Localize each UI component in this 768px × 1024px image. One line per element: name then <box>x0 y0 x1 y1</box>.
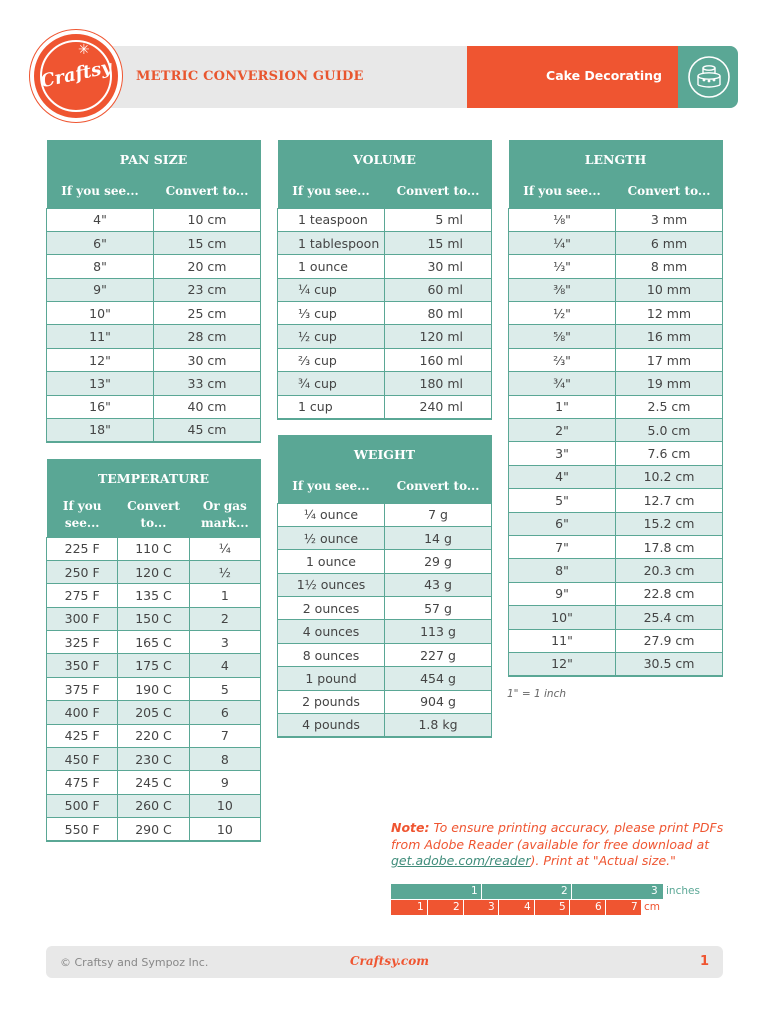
table-row <box>278 503 492 526</box>
table-cell: 12" <box>509 652 616 675</box>
table-cell: 45 cm <box>154 419 261 442</box>
ruler-tick-label: 3 <box>488 901 495 913</box>
table-cell: 20.3 cm <box>616 559 723 582</box>
table-cell: 12 mm <box>616 302 723 325</box>
table-cell: 7.6 cm <box>616 442 723 465</box>
page-title: METRIC CONVERSION GUIDE <box>136 69 364 84</box>
table-row <box>47 302 261 325</box>
table-cell: 10 mm <box>616 278 723 301</box>
table-cell: 6" <box>47 231 154 254</box>
table-cell: 4 <box>189 654 260 677</box>
ruler-tick <box>481 884 482 899</box>
table-cell: 160 ml <box>385 348 492 371</box>
column-header: If you see... <box>278 469 385 503</box>
table-cell: 20 cm <box>154 255 261 278</box>
print-note <box>391 820 731 870</box>
table-cell: 4" <box>47 208 154 231</box>
table-cell: 3 <box>189 631 260 654</box>
table-cell: 260 C <box>118 794 189 817</box>
ruler-tick <box>569 900 570 915</box>
table-cell: 227 g <box>385 643 492 666</box>
ruler-tick-label: 7 <box>631 901 638 913</box>
table-row <box>509 255 723 278</box>
table-cell: 1" <box>509 395 616 418</box>
table-row <box>509 325 723 348</box>
table-cell: 165 C <box>118 631 189 654</box>
table-row <box>509 629 723 652</box>
ruler-tick <box>427 900 428 915</box>
column-header: Convert to... <box>616 174 723 208</box>
table-row <box>509 419 723 442</box>
table-row <box>509 231 723 254</box>
table-cell: 375 F <box>47 677 118 700</box>
table-title: WEIGHT <box>278 435 492 469</box>
table-cell: 11" <box>509 629 616 652</box>
table-cell: ⅛" <box>509 208 616 231</box>
note-text: To ensure printing accuracy, please print PDFs from Adobe Reader (available for free download at <box>391 820 724 852</box>
table-cell: 80 ml <box>385 302 492 325</box>
table-row <box>278 573 492 596</box>
table-cell: 110 C <box>118 537 189 560</box>
table-row <box>47 325 261 348</box>
table-row <box>509 535 723 558</box>
table-row <box>47 231 261 254</box>
table-cell: 43 g <box>385 573 492 596</box>
column-header: Convert to... <box>118 493 189 537</box>
table-cell: 28 cm <box>154 325 261 348</box>
table-cell: 40 cm <box>154 395 261 418</box>
table-title: TEMPERATURE <box>47 459 261 493</box>
table-cell: 220 C <box>118 724 189 747</box>
table-row <box>278 255 492 278</box>
table-cell: 11" <box>47 325 154 348</box>
table-row <box>509 606 723 629</box>
table-cell: 180 ml <box>385 372 492 395</box>
table-cell: 150 C <box>118 607 189 630</box>
ruler-tick-label: 2 <box>453 901 460 913</box>
table-cell: ¼" <box>509 231 616 254</box>
table-row <box>278 597 492 620</box>
ruler-tick <box>498 900 499 915</box>
ruler-tick <box>605 900 606 915</box>
table-row <box>509 395 723 418</box>
table-cell: ½" <box>509 302 616 325</box>
table-cell: 1 <box>189 584 260 607</box>
table-cell: 250 F <box>47 560 118 583</box>
table-cell: 245 C <box>118 771 189 794</box>
table-cell: 225 F <box>47 537 118 560</box>
table-row <box>47 419 261 442</box>
table-row <box>278 348 492 371</box>
table-cell: 1 teaspoon <box>278 208 385 231</box>
table-cell: 300 F <box>47 607 118 630</box>
table-cell: ½ ounce <box>278 526 385 549</box>
category-label: Cake Decorating <box>546 68 662 83</box>
ruler-tick-label: 2 <box>561 885 568 897</box>
table-cell: 57 g <box>385 597 492 620</box>
table-cell: 475 F <box>47 771 118 794</box>
column-header: Convert to... <box>154 174 261 208</box>
table-cell: ¾" <box>509 372 616 395</box>
table-cell: 113 g <box>385 620 492 643</box>
craftsy-logo <box>30 30 122 122</box>
table-row <box>278 278 492 301</box>
table-cell: 19 mm <box>616 372 723 395</box>
ruler-tick <box>463 900 464 915</box>
table-cell: 230 C <box>118 748 189 771</box>
table-cell: 904 g <box>385 690 492 713</box>
table-cell: 14 g <box>385 526 492 549</box>
column-header: If you see... <box>509 174 616 208</box>
table-cell: 325 F <box>47 631 118 654</box>
table-cell: 60 ml <box>385 278 492 301</box>
column-header: Convert to... <box>385 469 492 503</box>
inch-ruler <box>391 884 663 899</box>
table-cell: ⅝" <box>509 325 616 348</box>
ruler-tick-label: 1 <box>417 901 424 913</box>
table-cell: 10 <box>189 794 260 817</box>
table-row <box>509 465 723 488</box>
table-cell: 4" <box>509 465 616 488</box>
table-cell: 190 C <box>118 677 189 700</box>
table-cell: 30.5 cm <box>616 652 723 675</box>
ruler-tick <box>534 900 535 915</box>
table-cell: 10.2 cm <box>616 465 723 488</box>
table-row <box>47 348 261 371</box>
table-cell: 400 F <box>47 701 118 724</box>
table-cell: 9" <box>47 278 154 301</box>
table-cell: 3" <box>509 442 616 465</box>
table-cell: 25 cm <box>154 302 261 325</box>
inch-unit-label: inches <box>666 885 700 897</box>
table-cell: 30 cm <box>154 348 261 371</box>
table-title: LENGTH <box>509 140 723 174</box>
table-row <box>509 559 723 582</box>
table-cell: 205 C <box>118 701 189 724</box>
table-row <box>47 278 261 301</box>
table-row <box>278 667 492 690</box>
table-row <box>47 631 261 654</box>
table-cell: 1 pound <box>278 667 385 690</box>
table-cell: ¼ cup <box>278 278 385 301</box>
table-row <box>47 537 261 560</box>
table-cell: ⅜" <box>509 278 616 301</box>
table-cell: 1.8 kg <box>385 714 492 737</box>
table-cell: 4 ounces <box>278 620 385 643</box>
table-row <box>509 278 723 301</box>
table-row <box>278 526 492 549</box>
table-cell: 425 F <box>47 724 118 747</box>
table-cell: 8 <box>189 748 260 771</box>
table-row <box>278 208 492 231</box>
table-cell: 9 <box>189 771 260 794</box>
table-cell: 7 <box>189 724 260 747</box>
table-cell: 1½ ounces <box>278 573 385 596</box>
table-row <box>47 724 261 747</box>
table-cell: 25.4 cm <box>616 606 723 629</box>
table-cell: 23 cm <box>154 278 261 301</box>
table-cell: 15 ml <box>385 231 492 254</box>
table-row <box>278 395 492 418</box>
table-cell: 2 pounds <box>278 690 385 713</box>
table-row <box>47 395 261 418</box>
cm-unit-label: cm <box>644 901 661 913</box>
table-row <box>47 654 261 677</box>
table-cell: ⅓ cup <box>278 302 385 325</box>
table-row <box>278 550 492 573</box>
length-footnote: 1" = 1 inch <box>507 688 567 700</box>
table-cell: 10 cm <box>154 208 261 231</box>
table-row <box>509 302 723 325</box>
table-cell: 12" <box>47 348 154 371</box>
table-row <box>509 442 723 465</box>
table-cell: 8 mm <box>616 255 723 278</box>
table-row <box>47 560 261 583</box>
copyright: © Craftsy and Sympoz Inc. <box>60 956 209 969</box>
cm-ruler <box>391 900 641 915</box>
column-header: If you see... <box>47 493 118 537</box>
table-cell: 16 mm <box>616 325 723 348</box>
table-row <box>278 372 492 395</box>
table-row <box>47 794 261 817</box>
site-link[interactable]: Craftsy.com <box>350 954 429 968</box>
table-cell: 5" <box>509 489 616 512</box>
temperature-table <box>46 459 261 842</box>
table-row <box>47 255 261 278</box>
table-row <box>509 372 723 395</box>
table-row <box>509 208 723 231</box>
ruler-tick <box>571 884 572 899</box>
ruler-tick-label: 1 <box>471 885 478 897</box>
table-cell: ⅔" <box>509 348 616 371</box>
table-cell: 1 tablespoon <box>278 231 385 254</box>
table-cell: 6 mm <box>616 231 723 254</box>
ruler-tick-label: 5 <box>559 901 566 913</box>
table-row <box>47 208 261 231</box>
table-row <box>278 325 492 348</box>
table-row <box>278 620 492 643</box>
table-cell: 15 cm <box>154 231 261 254</box>
page-number: 1 <box>700 954 710 969</box>
table-row <box>509 582 723 605</box>
table-cell: 33 cm <box>154 372 261 395</box>
table-row <box>509 489 723 512</box>
table-cell: 5.0 cm <box>616 419 723 442</box>
table-row <box>47 677 261 700</box>
table-cell: ¼ ounce <box>278 503 385 526</box>
table-row <box>47 372 261 395</box>
table-cell: 16" <box>47 395 154 418</box>
table-cell: 175 C <box>118 654 189 677</box>
table-title: VOLUME <box>278 140 492 174</box>
table-row <box>47 818 261 841</box>
column-header: If you see... <box>278 174 385 208</box>
table-cell: 1 ounce <box>278 550 385 573</box>
table-cell: 27.9 cm <box>616 629 723 652</box>
logo-text: Craftsy <box>38 56 114 93</box>
table-cell: 350 F <box>47 654 118 677</box>
table-cell: ¼ <box>189 537 260 560</box>
table-cell: 5 ml <box>385 208 492 231</box>
table-cell: 4 pounds <box>278 714 385 737</box>
table-cell: 135 C <box>118 584 189 607</box>
column-header: If you see... <box>47 174 154 208</box>
table-row <box>509 512 723 535</box>
column-header: Or gas mark... <box>189 493 260 537</box>
table-cell: 12.7 cm <box>616 489 723 512</box>
table-cell: 550 F <box>47 818 118 841</box>
table-cell: 1 ounce <box>278 255 385 278</box>
cake-icon <box>687 54 731 100</box>
table-cell: 17 mm <box>616 348 723 371</box>
table-row <box>47 771 261 794</box>
length-table <box>508 140 723 677</box>
table-cell: 2 ounces <box>278 597 385 620</box>
table-cell: 29 g <box>385 550 492 573</box>
table-cell: 120 ml <box>385 325 492 348</box>
table-title: PAN SIZE <box>47 140 261 174</box>
ruler-tick-label: 6 <box>595 901 602 913</box>
table-cell: 15.2 cm <box>616 512 723 535</box>
table-cell: 10" <box>47 302 154 325</box>
table-row <box>278 690 492 713</box>
table-cell: 454 g <box>385 667 492 690</box>
table-cell: 240 ml <box>385 395 492 418</box>
table-cell: 2 <box>189 607 260 630</box>
table-row <box>278 714 492 737</box>
table-cell: 120 C <box>118 560 189 583</box>
table-cell: 13" <box>47 372 154 395</box>
ruler-tick-label: 3 <box>651 885 658 897</box>
table-cell: 2" <box>509 419 616 442</box>
table-cell: 9" <box>509 582 616 605</box>
pan-size-table <box>46 140 261 443</box>
table-cell: 22.8 cm <box>616 582 723 605</box>
table-cell: 500 F <box>47 794 118 817</box>
table-row <box>47 701 261 724</box>
table-cell: 5 <box>189 677 260 700</box>
table-cell: 290 C <box>118 818 189 841</box>
table-row <box>278 231 492 254</box>
table-row <box>47 607 261 630</box>
table-cell: 18" <box>47 419 154 442</box>
logo-star-icon: ✳ <box>78 42 90 58</box>
table-cell: 17.8 cm <box>616 535 723 558</box>
table-cell: 2.5 cm <box>616 395 723 418</box>
table-row <box>278 302 492 325</box>
table-cell: 7" <box>509 535 616 558</box>
table-row <box>509 348 723 371</box>
ruler-tick-label: 4 <box>524 901 531 913</box>
table-cell: 30 ml <box>385 255 492 278</box>
table-cell: ½ cup <box>278 325 385 348</box>
table-cell: 275 F <box>47 584 118 607</box>
table-cell: 8" <box>509 559 616 582</box>
column-header: Convert to... <box>385 174 492 208</box>
table-cell: 6" <box>509 512 616 535</box>
table-row <box>278 643 492 666</box>
table-cell: 8 ounces <box>278 643 385 666</box>
note-label: Note: <box>391 820 430 835</box>
table-cell: ⅔ cup <box>278 348 385 371</box>
weight-table <box>277 435 492 738</box>
table-cell: 7 g <box>385 503 492 526</box>
table-cell: ⅓" <box>509 255 616 278</box>
table-cell: 1 cup <box>278 395 385 418</box>
table-cell: ½ <box>189 560 260 583</box>
table-cell: 450 F <box>47 748 118 771</box>
table-cell: 8" <box>47 255 154 278</box>
table-cell: 10" <box>509 606 616 629</box>
table-row <box>509 652 723 675</box>
volume-table <box>277 140 492 420</box>
table-row <box>47 584 261 607</box>
table-cell: 6 <box>189 701 260 724</box>
adobe-reader-link[interactable]: get.adobe.com/reader <box>391 853 531 868</box>
table-row <box>47 748 261 771</box>
table-cell: ¾ cup <box>278 372 385 395</box>
table-cell: 10 <box>189 818 260 841</box>
table-cell: 3 mm <box>616 208 723 231</box>
note-text-end: ). Print at "Actual size." <box>530 853 676 868</box>
